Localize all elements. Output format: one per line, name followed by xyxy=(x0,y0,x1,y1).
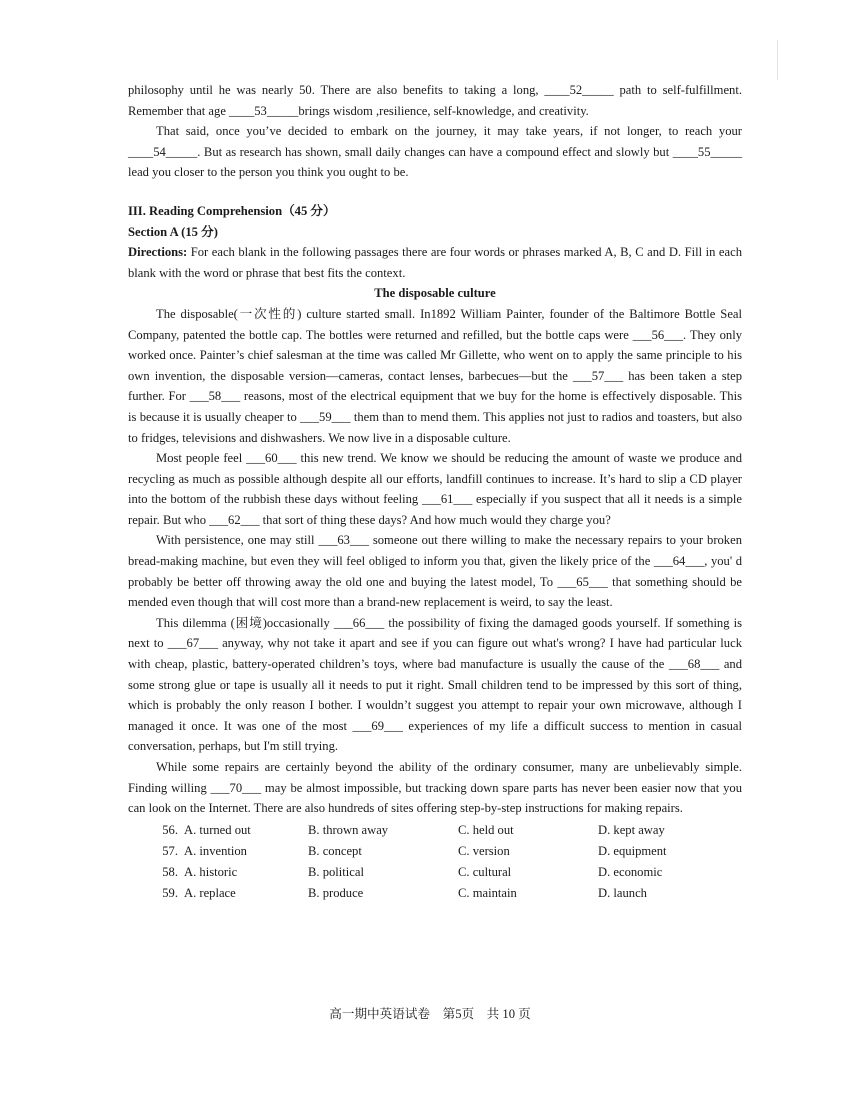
exam-page xyxy=(128,80,742,905)
passage-paragraph-4: This dilemma (困境)occasionally ___66___ the possibility of fixing the damaged goods yourself. If something is next to ___67___ anyway, why not take it apart and see if you can figure out what's wrong? I have had particular luck with cheap, plastic, battery-operated children’s toys, where bad manufacture is usually the cause of the ___68___ and some strong glue or tape is usually all it needs to put it right. Small children tend to be impressed by this sort of thing, which is probably the only reason I bother. I wouldn’t suggest you attempt to repair your own microwave, although I managed it once. It was one of the most ___69___ experiences of my life a difficult success to mention in casual conversation, perhaps, but I'm still trying. xyxy=(128,615,742,754)
question-number: 57. xyxy=(162,843,178,858)
continued-paragraph-1: philosophy until he was nearly 50. There are also benefits to taking a long, ____52_____ path to self-fulfillment. Remember that age ____53_____brings wisdom ,resilience, self-knowledge, and creativity. xyxy=(128,83,742,118)
option-c: C. held out xyxy=(458,822,514,837)
option-d: D. launch xyxy=(598,886,647,901)
section-a-heading: Section A (15 分) xyxy=(128,224,218,239)
option-d: D. kept away xyxy=(598,822,665,837)
passage-paragraph-3: With persistence, one may still ___63___ someone out there willing to make the necessary repairs to your broken bread-making machine, but even they will feel obliged to inform you that, given the likely price of the ___64___, you' d probably be better off throwing away the old one and buying the latest model, To ___65___ that something should be mended even though that will cost more than a brand-new replacement is weird, to say the least. xyxy=(128,533,742,610)
question-number: 56. xyxy=(162,822,178,837)
option-row-57 xyxy=(128,841,742,862)
page-footer: 高一期中英语试卷 第5页 共 10 页 xyxy=(329,1007,531,1021)
option-row-56 xyxy=(128,820,742,841)
directions-text: For each blank in the following passages there are four words or phrases marked A, B, C and D. Fill in each blank with the word or phrase that best fits the context. xyxy=(128,245,742,280)
option-b: B. political xyxy=(308,865,364,880)
section-heading: III. Reading Comprehension（45 分） xyxy=(128,203,336,218)
option-b: B. produce xyxy=(308,886,364,901)
option-b: B. concept xyxy=(308,843,362,858)
directions-label: Directions: xyxy=(128,245,188,260)
option-a: A. historic xyxy=(184,865,238,880)
question-number: 59. xyxy=(162,886,178,901)
option-d: D. equipment xyxy=(598,843,667,858)
option-a: A. invention xyxy=(184,843,247,858)
continued-paragraph-2: That said, once you’ve decided to embark on the journey, it may take years, if not longer, to reach your ____54_____. But as research has shown, small daily changes can have a compound effect and slowly but ____55_____ lead you closer to the person you think you ought to be. xyxy=(128,124,742,180)
passage-paragraph-5: While some repairs are certainly beyond the ability of the ordinary consumer, many are unbelievably simple. Finding willing ___70___ may be almost impossible, but tracking down spare parts has never been easier now that you can look on the Internet. There are also hundreds of sites offering step-by-step instructions for making repairs. xyxy=(128,760,742,816)
option-c: C. cultural xyxy=(458,865,512,880)
passage-paragraph-2: Most people feel ___60___ this new trend. We know we should be reducing the amount of waste we produce and recycling as much as possible although despite all our efforts, landfill continues to increase. It’s hard to slip a CD player into the bottom of the rubbish these days without feeling ___61___ especially if you suspect that all it needs is a simple repair. But who ___62___ that sort of thing these days? And how much would they charge you? xyxy=(128,451,742,527)
option-a: A. replace xyxy=(184,886,236,901)
option-c: C. version xyxy=(458,843,510,858)
option-row-59 xyxy=(128,883,742,904)
passage-paragraph-1: The disposable(一次性的) culture started small. In1892 William Painter, founder of the Baltimore Bottle Seal Company, patented the bottle cap. The bottles were returned and refilled, but the bottle caps were ___56___. They only worked once. Painter’s chief salesman at the time was called Mr Gillette, who went on to apply the same principle to his own invention, the disposable version—cameras, contact lenses, barbecues—but the ___57___ has been taken a step further. For ___58___ reasons, most of the electrical equipment that we buy for the home is effectively disposable. This is because it is usually cheaper to ___59___ them than to mend them. This applies not just to radios and toasters, but also to fridges, televisions and dishwashers. We now live in a disposable culture. xyxy=(128,306,742,445)
option-b: B. thrown away xyxy=(308,822,389,837)
option-a: A. turned out xyxy=(184,822,251,837)
option-c: C. maintain xyxy=(458,886,517,901)
passage-title: The disposable culture xyxy=(374,286,496,301)
question-number: 58. xyxy=(162,865,178,880)
option-row-58 xyxy=(128,862,742,883)
options-list xyxy=(128,820,742,905)
option-d: D. economic xyxy=(598,865,663,880)
scan-edge xyxy=(777,40,778,80)
directions xyxy=(128,242,742,283)
